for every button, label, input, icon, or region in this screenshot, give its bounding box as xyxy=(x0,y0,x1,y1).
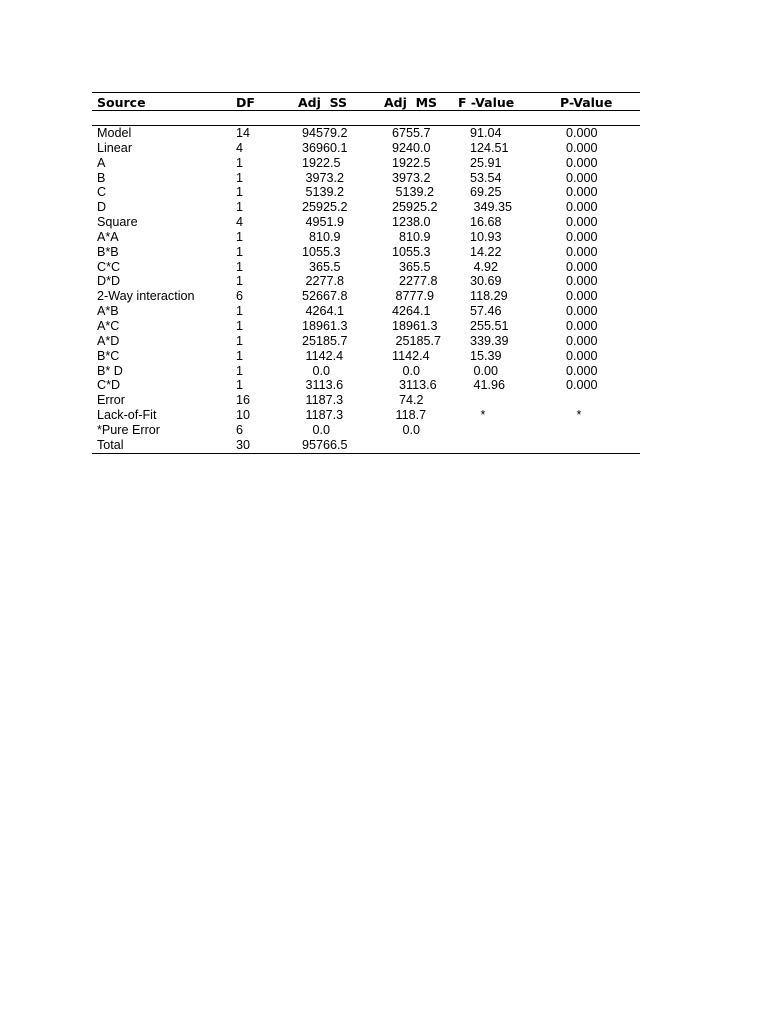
table-row xyxy=(92,408,640,423)
cell-df: 4 xyxy=(236,215,244,230)
cell-source: C*D xyxy=(97,378,121,393)
cell-source: A*C xyxy=(97,318,120,333)
table-row xyxy=(92,126,640,141)
cell-source: C xyxy=(97,185,107,200)
table-row xyxy=(92,289,640,304)
cell-f-value: 57.46 xyxy=(470,304,502,319)
cell-adj-ss: 1187.3 xyxy=(302,408,344,423)
cell-source: *Pure Error xyxy=(97,422,160,437)
cell-p-value: 0.000 xyxy=(566,318,598,333)
cell-adj-ss: 4264.1 xyxy=(302,304,345,319)
cell-adj-ss: 365.5 xyxy=(302,259,341,274)
table-row xyxy=(92,364,640,379)
cell-source: Lack-of-Fit xyxy=(97,408,157,423)
cell-source: 2-Way interaction xyxy=(97,289,195,304)
cell-source: A*A xyxy=(97,229,119,244)
cell-df: 14 xyxy=(236,126,251,140)
cell-p-value: 0.000 xyxy=(566,229,598,244)
cell-df: 1 xyxy=(236,244,244,259)
cell-source: D*D xyxy=(97,274,121,289)
cell-df: 1 xyxy=(236,304,244,319)
cell-df: 1 xyxy=(236,229,244,244)
cell-source: Square xyxy=(97,215,138,230)
table-row xyxy=(92,185,640,200)
cell-source: A xyxy=(97,155,106,170)
header-divider xyxy=(92,111,640,126)
table-row xyxy=(92,274,640,289)
cell-adj-ms: 25925.2 xyxy=(392,200,438,215)
header-rule xyxy=(92,111,640,126)
cell-adj-ss: 4951.9 xyxy=(302,215,345,230)
cell-adj-ss: 25925.2 xyxy=(302,200,348,215)
cell-p-value: 0.000 xyxy=(566,200,598,215)
cell-adj-ms: 3113.6 xyxy=(392,378,437,393)
cell-df: 1 xyxy=(236,318,244,333)
cell-adj-ms xyxy=(342,438,416,453)
cell-adj-ms: 1922.5 xyxy=(392,155,431,170)
cell-df: 6 xyxy=(236,289,244,304)
cell-adj-ms: 1238.0 xyxy=(392,215,431,230)
cell-adj-ms: 2277.8 xyxy=(392,274,438,289)
cell-p-value: 0.000 xyxy=(566,333,598,348)
header-df: DF xyxy=(236,95,255,110)
header-f-value: F -Value xyxy=(458,95,515,110)
header-adj-ms: Adj MS xyxy=(384,95,438,110)
cell-adj-ss: 2277.8 xyxy=(302,274,345,289)
cell-p-value: 0.000 xyxy=(566,126,598,140)
cell-source: B xyxy=(97,170,106,185)
cell-adj-ms: 118.7 xyxy=(392,408,427,423)
table-row xyxy=(92,438,640,453)
cell-p-value: 0.000 xyxy=(566,185,598,200)
cell-df: 1 xyxy=(236,333,244,348)
table-row xyxy=(92,378,640,393)
cell-f-value xyxy=(416,393,506,408)
header-source: Source xyxy=(97,95,146,110)
cell-f-value: 4.92 xyxy=(470,259,499,274)
header-adj-ss: Adj SS xyxy=(298,95,348,110)
cell-p-value: 0.000 xyxy=(566,363,598,378)
table-row xyxy=(92,141,640,156)
table-row xyxy=(92,230,640,245)
cell-p-value: 0.000 xyxy=(566,274,598,289)
cell-df: 10 xyxy=(236,408,251,423)
table-body xyxy=(92,126,640,454)
cell-f-value: 0.00 xyxy=(470,363,499,378)
cell-p-value: 0.000 xyxy=(566,170,598,185)
cell-adj-ss: 25185.7 xyxy=(302,333,348,348)
cell-df: 1 xyxy=(236,348,244,363)
cell-df: 1 xyxy=(236,185,244,200)
cell-f-value xyxy=(416,423,506,438)
cell-adj-ms: 0.0 xyxy=(392,363,421,378)
cell-adj-ss: 3973.2 xyxy=(302,170,345,185)
table-header xyxy=(92,93,640,126)
cell-adj-ss: 5139.2 xyxy=(302,185,345,200)
cell-df: 30 xyxy=(222,438,262,453)
cell-df: 1 xyxy=(236,170,244,185)
cell-source: A*D xyxy=(97,333,120,348)
table-row xyxy=(92,334,640,349)
cell-adj-ms: 3973.2 xyxy=(392,170,431,185)
cell-df: 4 xyxy=(236,140,244,155)
cell-f-value: 30.69 xyxy=(470,274,502,289)
table-row xyxy=(92,215,640,230)
cell-adj-ss: 0.0 xyxy=(302,363,331,378)
table-row xyxy=(92,245,640,260)
cell-df: 6 xyxy=(236,422,244,437)
cell-adj-ms: 18961.3 xyxy=(392,318,438,333)
cell-adj-ss: 94579.2 xyxy=(302,126,348,140)
table-row xyxy=(92,423,640,438)
header-p-value: P-Value xyxy=(560,95,613,110)
cell-df: 1 xyxy=(236,274,244,289)
cell-f-value: 16.68 xyxy=(470,215,502,230)
cell-source: D xyxy=(97,200,107,215)
table-row xyxy=(92,304,640,319)
cell-f-value: 53.54 xyxy=(470,170,502,185)
table-row xyxy=(92,171,640,186)
cell-f-value: 14.22 xyxy=(470,244,502,259)
cell-adj-ss: 810.9 xyxy=(302,229,341,244)
cell-f-value: 255.51 xyxy=(470,318,509,333)
cell-adj-ms: 1142.4 xyxy=(392,348,430,363)
cell-f-value: 69.25 xyxy=(470,185,502,200)
cell-p-value: 0.000 xyxy=(566,348,598,363)
cell-source: C*C xyxy=(97,259,121,274)
cell-source: Error xyxy=(97,393,125,408)
cell-adj-ss: 36960.1 xyxy=(302,140,348,155)
cell-f-value: 41.96 xyxy=(470,378,506,393)
cell-source: Linear xyxy=(97,140,133,155)
cell-adj-ss: 1055.3 xyxy=(302,244,341,259)
cell-p-value: 0.000 xyxy=(566,140,598,155)
cell-adj-ss: 95766.5 xyxy=(262,438,342,453)
cell-p-value: 0.000 xyxy=(566,215,598,230)
cell-source: Total xyxy=(92,438,222,453)
cell-df: 1 xyxy=(236,378,244,393)
cell-adj-ss: 52667.8 xyxy=(302,289,348,304)
cell-p-value: * xyxy=(566,408,582,423)
cell-source: A*B xyxy=(97,304,119,319)
cell-p-value: 0.000 xyxy=(566,289,598,304)
cell-df: 1 xyxy=(236,259,244,274)
cell-f-value: 124.51 xyxy=(470,140,509,155)
cell-f-value: * xyxy=(470,408,486,423)
cell-p-value xyxy=(506,423,640,438)
table-row xyxy=(92,349,640,364)
cell-source: B*B xyxy=(97,244,119,259)
cell-f-value: 10.93 xyxy=(470,229,502,244)
cell-adj-ss: 18961.3 xyxy=(302,318,348,333)
cell-df: 16 xyxy=(236,393,251,408)
cell-adj-ss: 1142.4 xyxy=(302,348,344,363)
cell-adj-ss: 1187.3 xyxy=(302,393,344,408)
cell-adj-ms: 6755.7 xyxy=(392,126,431,140)
cell-adj-ms: 74.2 xyxy=(392,393,424,408)
table-row xyxy=(92,200,640,215)
anova-table xyxy=(92,92,640,454)
cell-p-value xyxy=(506,438,640,453)
cell-p-value xyxy=(506,393,640,408)
cell-adj-ms: 0.0 xyxy=(392,422,421,437)
cell-p-value: 0.000 xyxy=(566,244,598,259)
cell-f-value xyxy=(416,438,506,453)
cell-f-value: 25.91 xyxy=(470,155,502,170)
cell-f-value: 118.29 xyxy=(470,289,508,304)
table-row xyxy=(92,319,640,334)
cell-f-value: 349.35 xyxy=(470,200,513,215)
cell-df: 1 xyxy=(236,200,244,215)
table-row xyxy=(92,393,640,408)
cell-adj-ms: 365.5 xyxy=(392,259,431,274)
cell-df: 1 xyxy=(236,363,244,378)
header-row xyxy=(92,93,640,111)
cell-p-value: 0.000 xyxy=(566,304,598,319)
cell-adj-ss: 1922.5 xyxy=(302,155,341,170)
cell-adj-ss: 3113.6 xyxy=(302,378,344,393)
cell-p-value: 0.000 xyxy=(566,378,598,393)
table-row xyxy=(92,156,640,171)
cell-adj-ms: 1055.3 xyxy=(392,244,431,259)
cell-adj-ms: 810.9 xyxy=(392,229,431,244)
cell-adj-ss: 0.0 xyxy=(302,422,331,437)
cell-source: Model xyxy=(97,126,132,140)
table-row xyxy=(92,260,640,275)
cell-source: B* D xyxy=(97,363,123,378)
cell-df: 1 xyxy=(236,155,244,170)
cell-f-value: 15.39 xyxy=(470,348,502,363)
cell-f-value: 91.04 xyxy=(470,126,502,140)
cell-f-value: 339.39 xyxy=(470,333,509,348)
cell-adj-ms: 4264.1 xyxy=(392,304,431,319)
cell-adj-ms: 5139.2 xyxy=(392,185,435,200)
cell-source: B*C xyxy=(97,348,120,363)
cell-p-value: 0.000 xyxy=(566,259,598,274)
cell-adj-ms: 25185.7 xyxy=(392,333,442,348)
cell-p-value: 0.000 xyxy=(566,155,598,170)
cell-adj-ms: 9240.0 xyxy=(392,140,431,155)
cell-adj-ms: 8777.9 xyxy=(392,289,435,304)
